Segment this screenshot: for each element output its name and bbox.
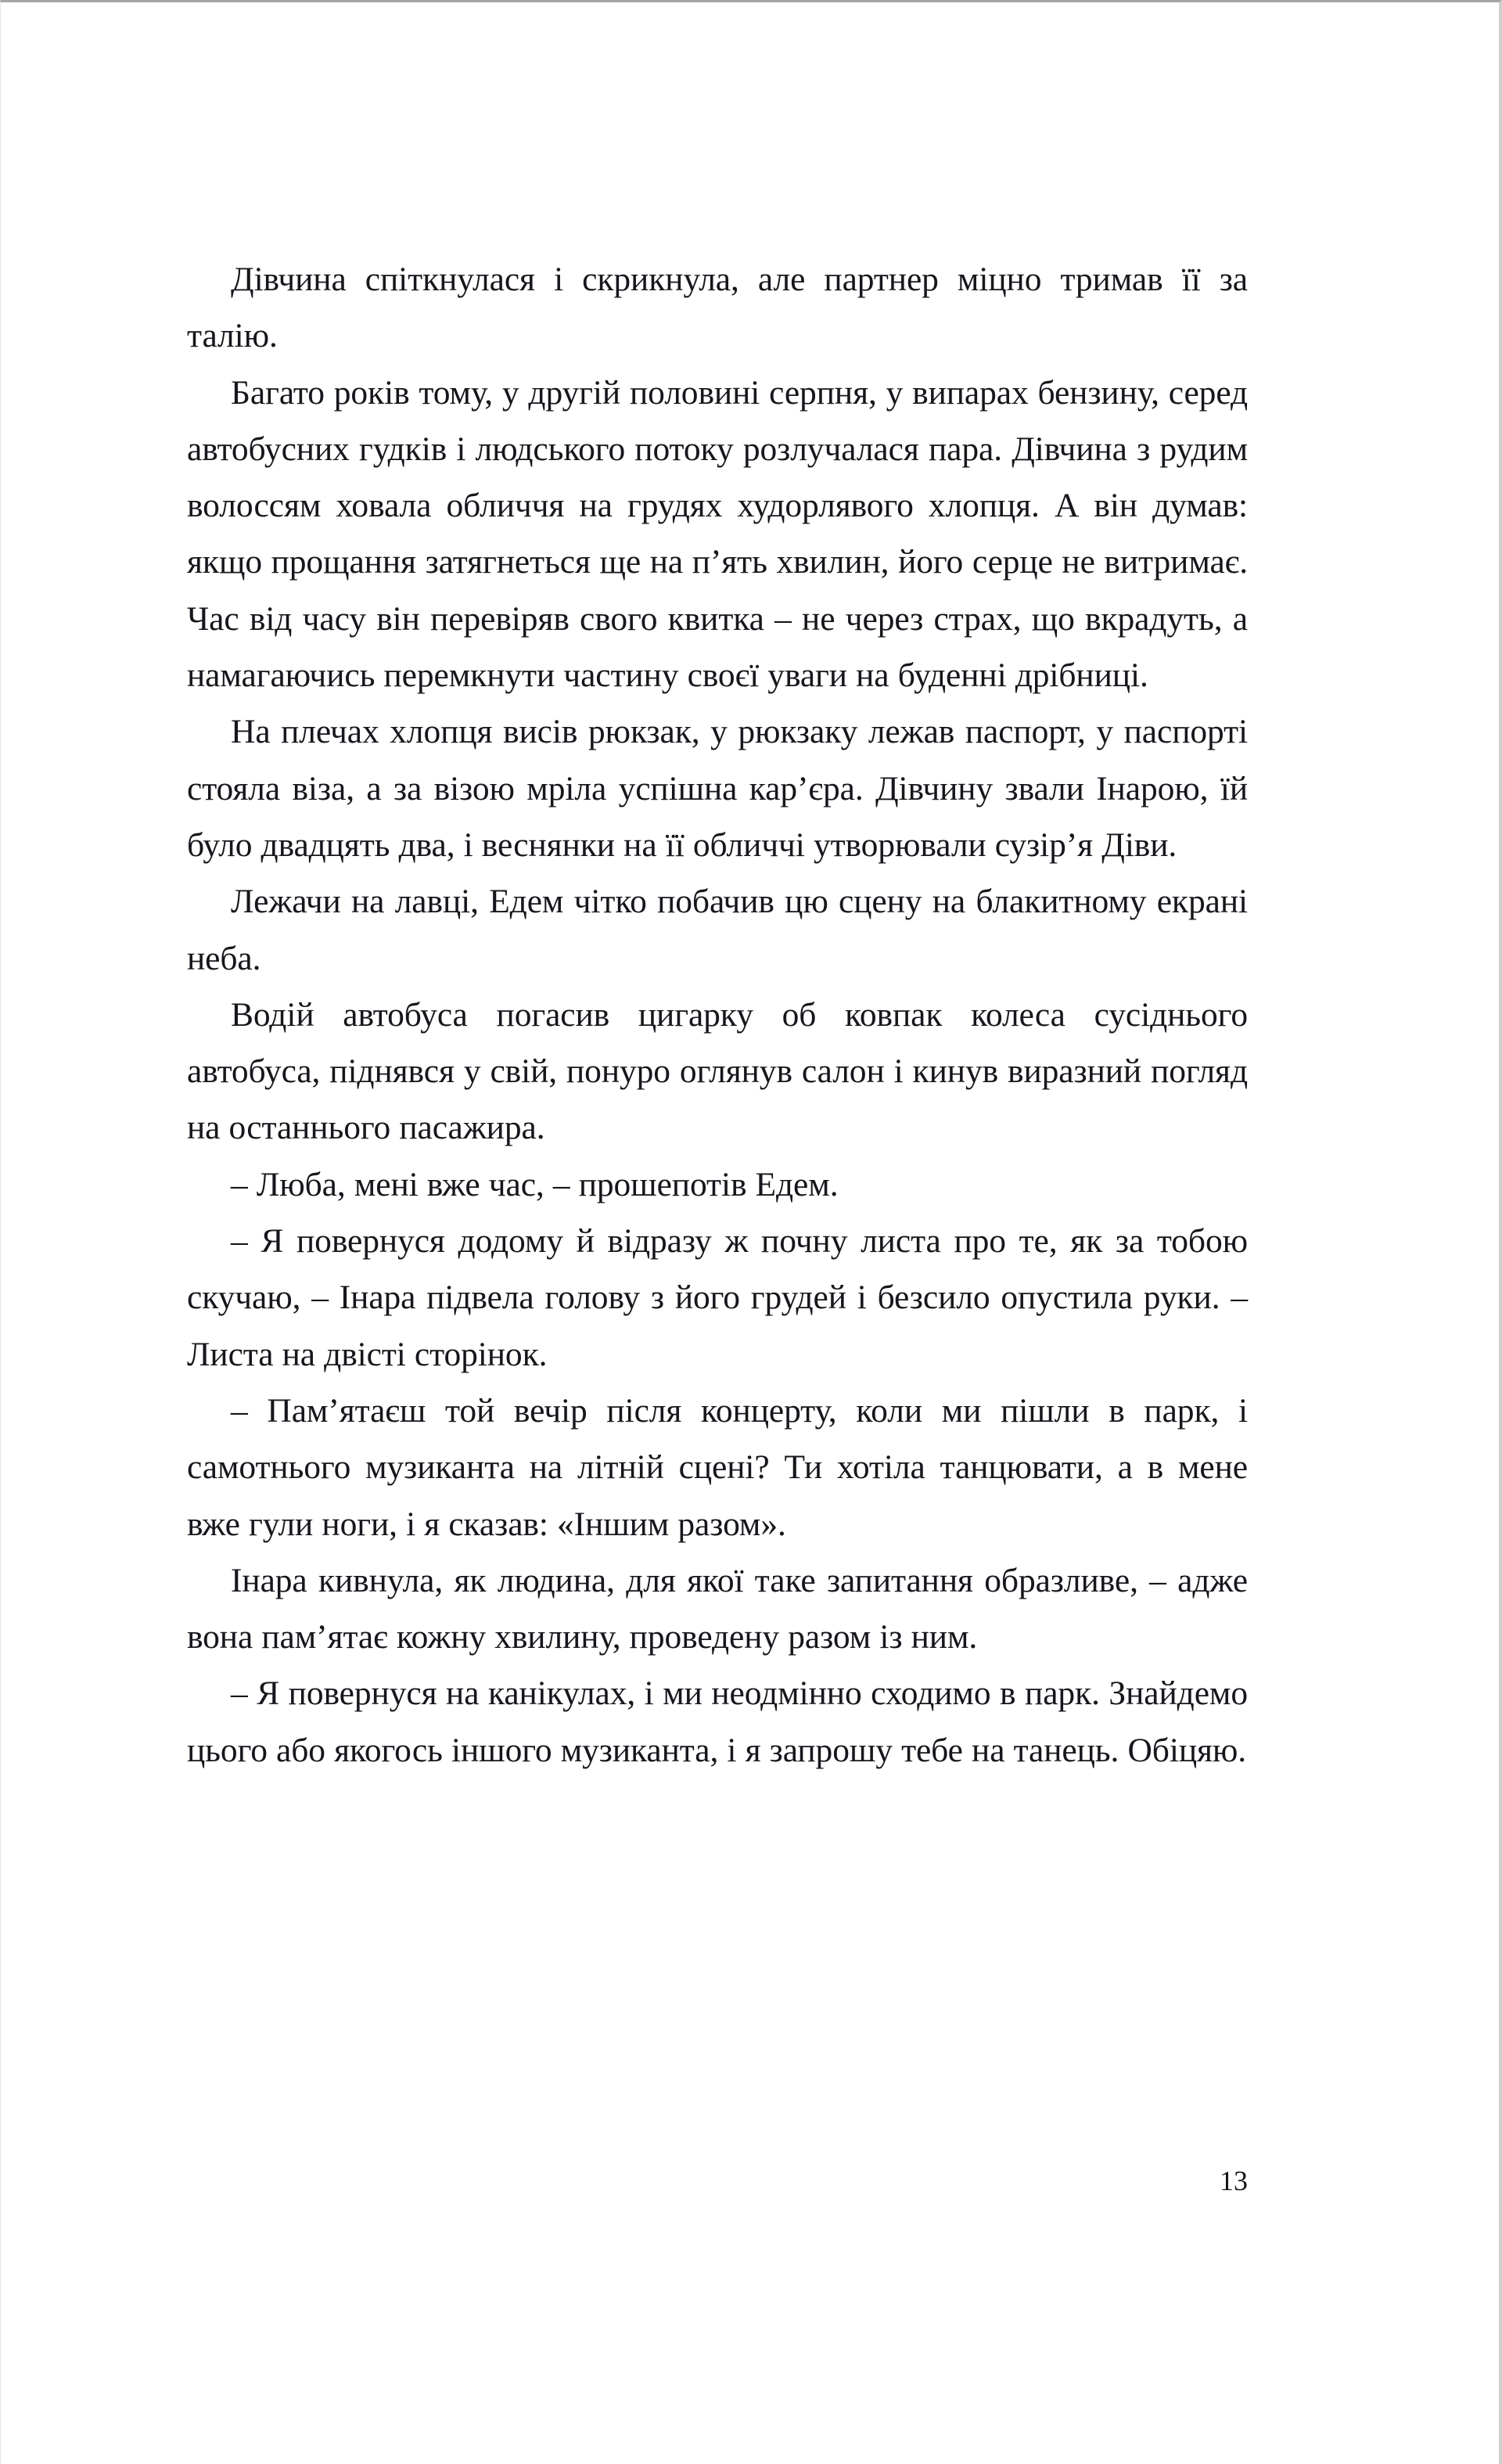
body-paragraph: Водій автобуса погасив цигарку об ковпак колеса сусіднього автобуса, піднявся у свій, понуро оглянув салон і кинув виразний погляд на останнього пасажира. (187, 995, 1248, 1147)
body-paragraph: Лежачи на лавці, Едем чітко побачив цю сцену на блакитному екрані неба. (187, 883, 1248, 977)
page-number: 13 (1220, 2165, 1248, 2196)
body-paragraph: На плечах хлопця висів рюкзак, у рюкзаку лежав паспорт, у паспорті стояла віза, а за візою мріла успішна кар’єра. Дівчину звали Інарою, їй було двадцять два, і веснянки на її обличчі утворювали сузір’я Діви. (187, 713, 1248, 864)
dialogue-paragraph: – Пам’ятаєш той вечір після концерту, коли ми пішли в парк, і самотнього музиканта на літній сцені? Ти хотіла танцювати, а в мене вже гули ноги, і я сказав: «Іншим разом». (187, 1391, 1248, 1543)
dialogue-paragraph: – Люба, мені вже час, – прошепотів Едем. (231, 1165, 839, 1203)
page-text-column (187, 251, 1248, 1779)
dialogue-paragraph: – Я повернуся додому й відразу ж почну листа про те, як за тобою скучаю, – Інара підвела голову з його грудей і безсило опустила руки. – Листа на двісті сторінок. (187, 1222, 1248, 1373)
body-paragraph: Дівчина спіткнулася і скрикнула, але партнер міцно тримав її за талію. (187, 261, 1248, 355)
body-paragraph: Багато років тому, у другій половині серпня, у випарах бензину, серед автобусних гудків і людського потоку розлучалася пара. Дівчина з рудим волоссям ховала обличчя на грудях худорлявого хлопця. А він думав: якщо прощання затягнеться ще на п’ять хвилин, його серце не витримає. Час від часу він перевіряв свого квитка – не через страх, що вкрадуть, а намагаючись перемкнути частину своєї уваги на буденні дрібниці. (187, 373, 1248, 695)
dialogue-paragraph: – Я повернуся на канікулах, і ми неодмінно сходимо в парк. Знайдемо цього або якогось іншого музиканта, і я запрошу тебе на танець. Обіцяю. (187, 1674, 1248, 1769)
body-paragraph: Інара кивнула, як людина, для якої таке запитання образливе, – адже вона пам’ятає кожну хвилину, проведену разом із ним. (187, 1561, 1248, 1656)
